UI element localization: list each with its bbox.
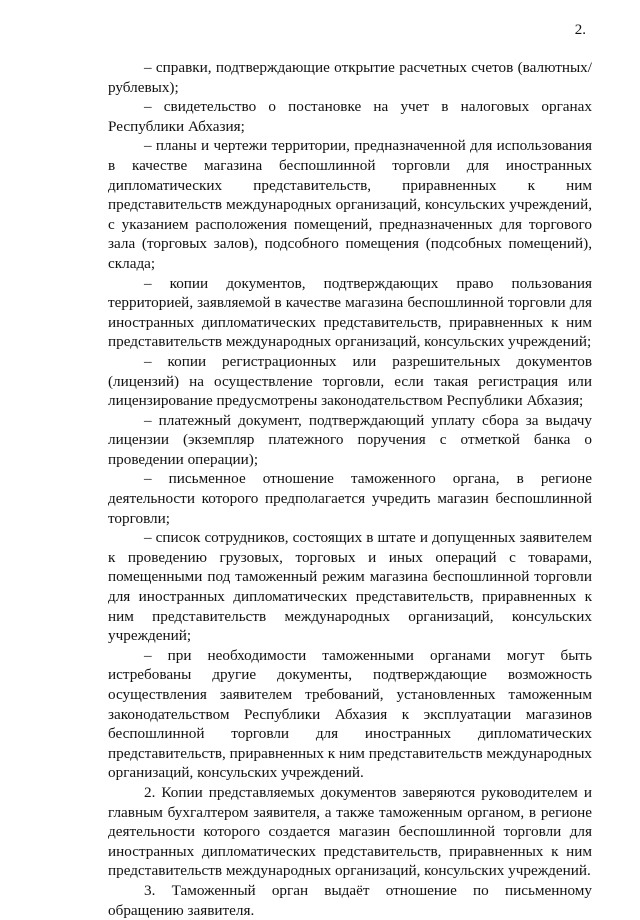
paragraph-payment-document: – платежный документ, подтверждающий уплату сбора за выдачу лицензии (экземпляр платежного поручения с отметкой банка о проведении операции); (108, 411, 592, 468)
paragraph-territory-plans: – планы и чертежи территории, предназначенной для использования в качестве магазина беспошлинной торговли для иностранных дипломатических представительств, приравненных к ним представительств международных организаций, консульских учреждений, с указанием расположения помещений, предназначенных для торгового зала (торговых залов), подсобного помещения (подсобных помещений), склада; (108, 137, 592, 272)
page-number: 2. (574, 22, 586, 38)
document-body (108, 58, 592, 920)
paragraph-territory-rights: – копии документов, подтверждающих право пользования территорией, заявляемой в качестве магазина беспошлинной торговли для иностранных дипломатических представительств, приравненных к ним представительств международных организаций, консульских учреждений; (108, 274, 592, 351)
paragraph-trade-licenses: – копии регистрационных или разрешительных документов (лицензий) на осуществление торговли, если такая регистрация или лицензирование предусмотрены законодательством Республики Абхазия; (108, 352, 592, 410)
paragraph-tax-registration: – свидетельство о постановке на учет в налоговых органах Республики Абхазия; (108, 98, 592, 135)
paragraph-copy-certification: 2. Копии представляемых документов заверяются руководителем и главным бухгалтером заявителя, а также таможенным органом, в регионе деятельности которого создается магазин беспошлинной торговли для иностранных дипломатических представительств, приравненных к ним представительств международных организаций, консульских учреждений. (108, 783, 592, 880)
paragraph-customs-authority-letter: – письменное отношение таможенного органа, в регионе деятельности которого предполагается учредить магазин беспошлинной торговли; (108, 470, 592, 527)
paragraph-staff-list: – список сотрудников, состоящих в штате и допущенных заявителем к проведению грузовых, торговых и иных операций с товарами, помещенными под таможенный режим магазина беспошлинной торговли для иностранных дипломатических представительств, приравненных к ним представительств международных организаций, консульских учреждений; (108, 529, 592, 645)
paragraph-additional-documents: – при необходимости таможенными органами могут быть истребованы другие документы, подтверждающие возможность осуществления заявителем требований, установленных таможенным законодательством Республики Абхазия к эксплуатации магазинов беспошлинной торговли для иностранных дипломатических представительств, приравненных к ним представительств международных организаций, консульских учреждений. (108, 646, 592, 782)
paragraph-customs-issuance: 3. Таможенный орган выдаёт отношение по письменному обращению заявителя. (108, 881, 592, 919)
paragraph-bank-account-certificates: – справки, подтверждающие открытие расчетных счетов (валютных/ рублевых); (108, 59, 592, 96)
